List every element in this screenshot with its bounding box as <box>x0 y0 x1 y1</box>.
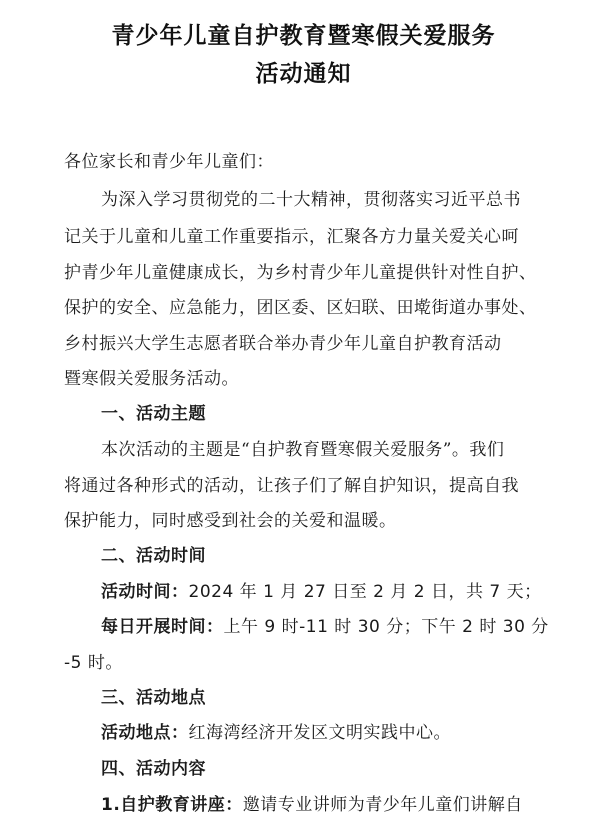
daily-time-line <box>0 617 607 637</box>
daily-time-continuation: -5 时。 <box>64 653 123 673</box>
content-item-1-value: 邀请专业讲师为青少年儿童们讲解自 <box>242 795 523 815</box>
document-title-line-1: 青少年儿童自护教育暨寒假关爱服务 <box>111 23 496 49</box>
intro-line-4: 保护的安全、应急能力，团区委、区妇联、田墘街道办事处、 <box>64 298 537 318</box>
intro-line-1: 为深入学习贯彻党的二十大精神，贯彻落实习近平总书 <box>101 190 521 210</box>
content-item-1-label: 1.自护教育讲座： <box>101 795 243 815</box>
intro-line-3: 护青少年儿童健康成长，为乡村青少年儿童提供针对性自护、 <box>64 263 537 283</box>
activity-time-value: 2024 年 1 月 27 日至 2 月 2 日，共 7 天； <box>188 582 542 602</box>
activity-place-label: 活动地点： <box>101 723 189 743</box>
daily-time-value: 上午 9 时-11 时 30 分；下午 2 时 30 分 <box>223 617 549 637</box>
section-1-line-2: 将通过各种形式的活动，让孩子们了解自护知识，提高自我 <box>64 476 519 496</box>
activity-place-value: 红海湾经济开发区文明实践中心。 <box>188 723 451 743</box>
intro-line-6: 暨寒假关爱服务活动。 <box>64 369 239 389</box>
section-1-line-1: 本次活动的主题是“自护教育暨寒假关爱服务”。我们 <box>101 440 505 460</box>
intro-line-2: 记关于儿童和儿童工作重要指示，汇聚各方力量关爱关心呵 <box>64 227 519 247</box>
activity-time-line <box>0 582 607 602</box>
intro-line-5: 乡村振兴大学生志愿者联合举办青少年儿童自护教育活动 <box>64 334 502 354</box>
activity-place-line <box>0 723 607 743</box>
section-3-heading: 三、活动地点 <box>101 688 206 708</box>
daily-time-label: 每日开展时间： <box>101 617 224 637</box>
section-1-line-3: 保护能力，同时感受到社会的关爱和温暖。 <box>64 511 397 531</box>
activity-time-label: 活动时间： <box>101 582 189 602</box>
section-1-heading: 一、活动主题 <box>101 404 206 424</box>
salutation: 各位家长和青少年儿童们： <box>64 152 274 172</box>
document-title-line-2: 活动通知 <box>255 61 352 87</box>
section-4-heading: 四、活动内容 <box>101 759 206 779</box>
section-2-heading: 二、活动时间 <box>101 546 206 566</box>
content-item-1-line <box>0 795 607 815</box>
